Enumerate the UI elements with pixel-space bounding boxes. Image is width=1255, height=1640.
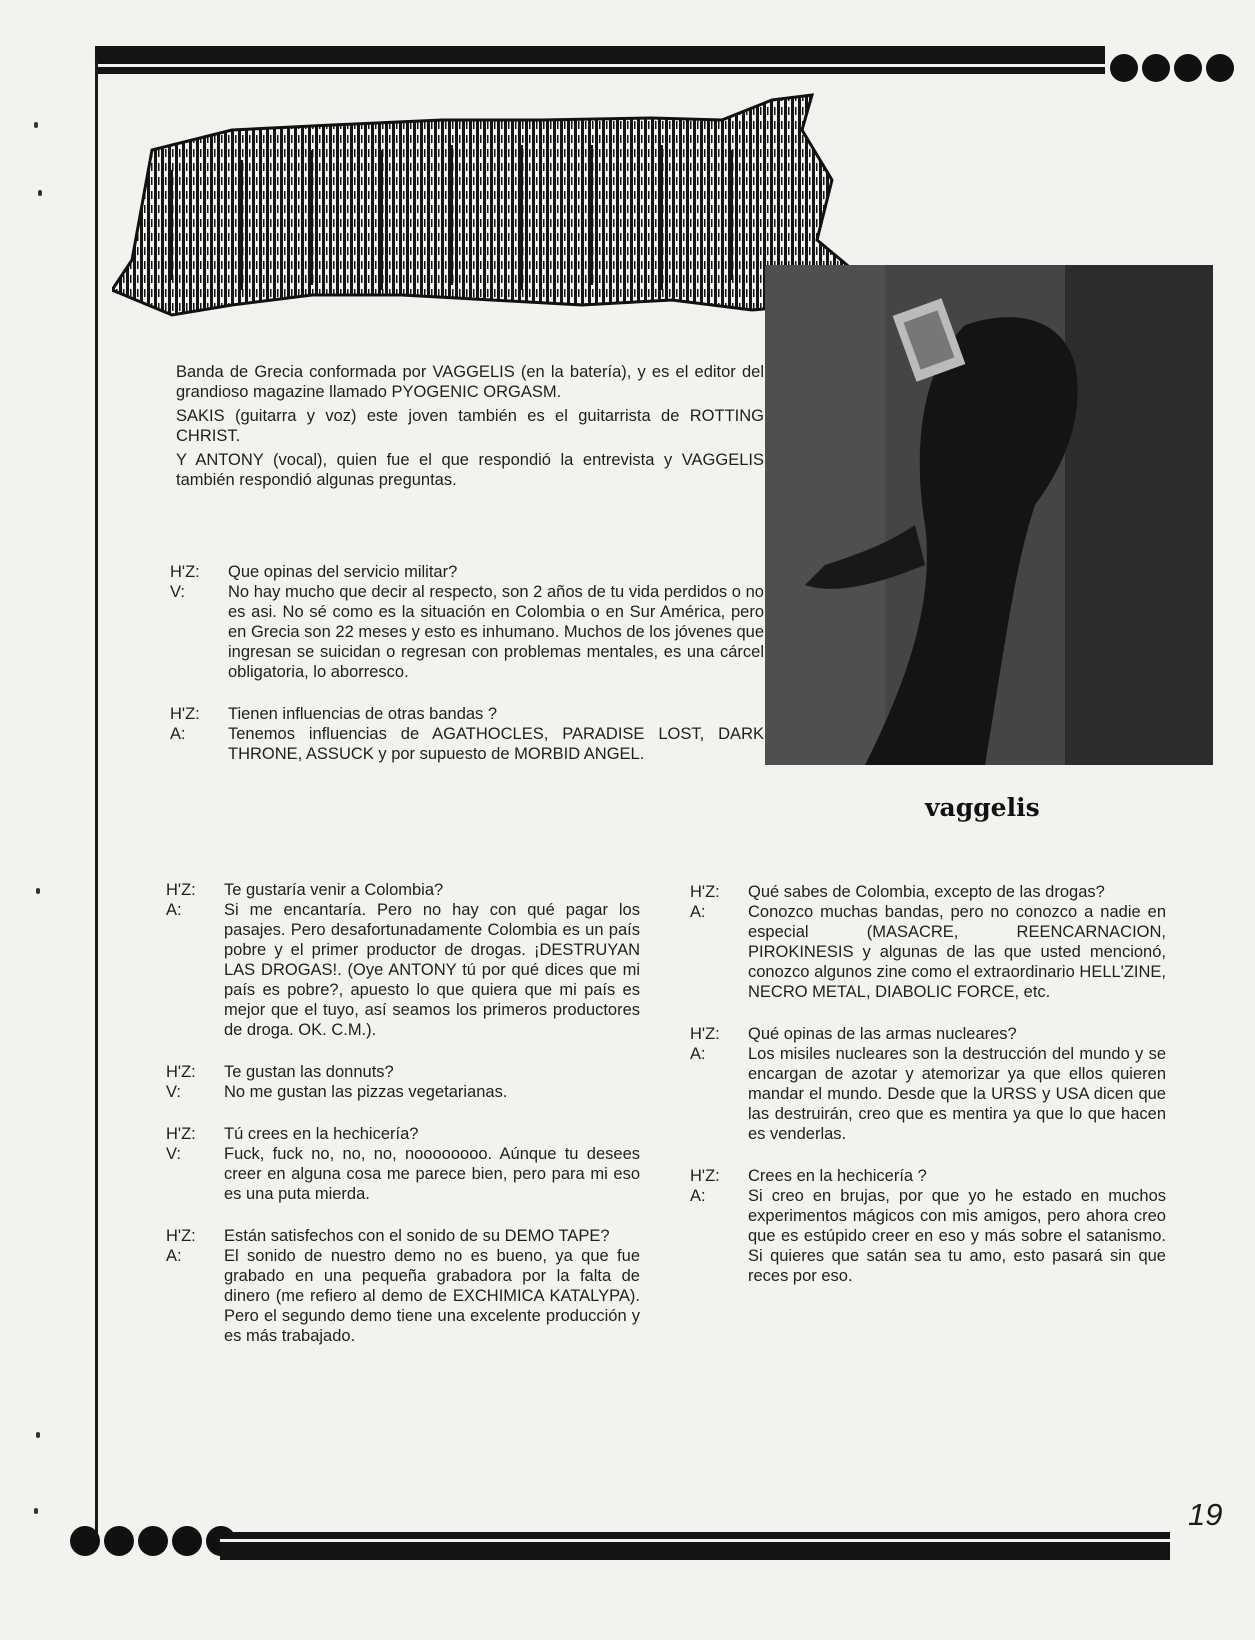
left-rule: [95, 60, 98, 1540]
question: Qué opinas de las armas nucleares?: [748, 1025, 1017, 1043]
qa-item: [690, 1166, 1166, 1286]
print-speck: [34, 1508, 38, 1514]
print-speck: [36, 1432, 40, 1438]
qa-item: [690, 882, 1166, 1002]
question-speaker: H'Z:: [170, 563, 200, 581]
intro-text: [176, 362, 764, 494]
answer: El sonido de nuestro demo no es bueno, ya que fue grabado en una pequeña grabadora por la falta de dinero (me refiero al demo de EXCHIMICA KATALYPA). Pero el segundo demo tiene una excelente producción y es más trabajado.: [224, 1247, 640, 1345]
question: Están satisfechos con el sonido de su DEMO TAPE?: [224, 1227, 610, 1245]
qa-item: [166, 1062, 640, 1102]
dot: [70, 1526, 100, 1556]
answer: No hay mucho que decir al respecto, son 2 años de tu vida perdidos o no es asi. No sé como es la situación en Colombia o en Sur América, pero en Grecia son 22 meses y esto es inhumano. Muchos de los jóvenes que ingresan se suicidan o regresan con problemas mentales, es una cárcel obligatoria, lo aborresco.: [228, 583, 764, 681]
answer-speaker: V:: [170, 583, 185, 601]
answer-speaker: A:: [690, 1045, 706, 1063]
interview-right-column: [690, 882, 1166, 1308]
answer-speaker: A:: [690, 903, 706, 921]
answer: No me gustan las pizzas vegetarianas.: [224, 1083, 508, 1101]
answer-speaker: V:: [166, 1145, 181, 1163]
answer: Los misiles nucleares son la destrucción del mundo y se encargan de azotar y atemorizar ya que ellos quieren mandar el mundo. Desde que la URSS y USA dicen que las destruirán, creo que es mentira ya que lo que hacen es venderlas.: [748, 1045, 1166, 1143]
question-speaker: H'Z:: [690, 1025, 720, 1043]
photo-caption: vaggelis: [925, 793, 1040, 822]
qa-item: [166, 880, 640, 1040]
bottom-dots-ornament: [70, 1526, 236, 1556]
answer-speaker: A:: [690, 1187, 706, 1205]
print-speck: [36, 888, 40, 894]
question-speaker: H'Z:: [690, 1167, 720, 1185]
dot: [1142, 54, 1170, 82]
dot: [1174, 54, 1202, 82]
question-speaker: H'Z:: [170, 705, 200, 723]
question-speaker: H'Z:: [690, 883, 720, 901]
question: Que opinas del servicio militar?: [228, 563, 458, 581]
interview-top: [170, 562, 764, 786]
qa-item: [690, 1024, 1166, 1144]
qa-item: [170, 562, 764, 682]
question-speaker: H'Z:: [166, 1063, 196, 1081]
print-speck: [38, 190, 42, 196]
answer: Si creo en brujas, por que yo he estado en muchos experimentos mágicos con mis amigos, pero ahora creo que es estúpido creer en eso y más sobre el satanismo. Si quieres que satán sea tu amo, esto pasará sin que reces por eso.: [748, 1187, 1166, 1285]
question: Te gustaría venir a Colombia?: [224, 881, 444, 899]
answer: Conozco muchas bandas, pero no conozco a nadie en especial (MASACRE, REENCARNACION, PIROKINESIS y algunas de las que usted mencionó, conozco algunos zine como el extraordinario HELL'ZINE, NECRO METAL, DIABOLIC FORCE, etc.: [748, 903, 1166, 1001]
qa-item: [166, 1124, 640, 1204]
page-number: 19: [1188, 1497, 1223, 1532]
print-speck: [34, 122, 38, 128]
top-rule-bar: [95, 46, 1105, 74]
intro-paragraph: Banda de Grecia conformada por VAGGELIS (en la batería), y es el editor del grandioso magazine llamado PYOGENIC ORGASM.: [176, 363, 764, 401]
dot: [104, 1526, 134, 1556]
answer-speaker: V:: [166, 1083, 181, 1101]
answer: Fuck, fuck no, no, no, noooooooo. Aúnque tu desees creer en alguna cosa me parece bien, pero para mi eso es una puta mierda.: [224, 1145, 640, 1203]
answer: Tenemos influencias de AGATHOCLES, PARADISE LOST, DARK THRONE, ASSUCK y por supuesto de MORBID ANGEL.: [228, 725, 764, 763]
qa-item: [166, 1226, 640, 1346]
answer: Si me encantaría. Pero no hay con qué pagar los pasajes. Pero desafortunadamente Colombia es un país pobre y el primer productor de drogas. ¡DESTRUYAN LAS DROGAS!. (Oye ANTONY tú por qué dices que mi país es pobre?, apuesto lo que quiera que mi país es mejor que el tuyo, así seamos los primeros productores de droga. OK. C.M.).: [224, 901, 640, 1039]
dot: [138, 1526, 168, 1556]
question-speaker: H'Z:: [166, 1227, 196, 1245]
top-dots-ornament: [1110, 54, 1234, 82]
dot: [172, 1526, 202, 1556]
dot: [1110, 54, 1138, 82]
question: Qué sabes de Colombia, excepto de las drogas?: [748, 883, 1105, 901]
question: Crees en la hechicería ?: [748, 1167, 927, 1185]
question-speaker: H'Z:: [166, 1125, 196, 1143]
qa-item: [170, 704, 764, 764]
answer-speaker: A:: [170, 725, 186, 743]
interview-left-column: [166, 880, 640, 1368]
answer-speaker: A:: [166, 901, 182, 919]
question: Te gustan las donnuts?: [224, 1063, 394, 1081]
question-speaker: H'Z:: [166, 881, 196, 899]
question: Tú crees en la hechicería?: [224, 1125, 419, 1143]
intro-paragraph: Y ANTONY (vocal), quien fue el que respondió la entrevista y VAGGELIS también respondió algunas preguntas.: [176, 451, 764, 489]
intro-paragraph: SAKIS (guitarra y voz) este joven también es el guitarrista de ROTTING CHRIST.: [176, 407, 764, 445]
dot: [1206, 54, 1234, 82]
band-member-photo: [765, 265, 1213, 765]
question: Tienen influencias de otras bandas ?: [228, 705, 498, 723]
bottom-rule-bar: [220, 1532, 1170, 1560]
answer-speaker: A:: [166, 1247, 182, 1265]
